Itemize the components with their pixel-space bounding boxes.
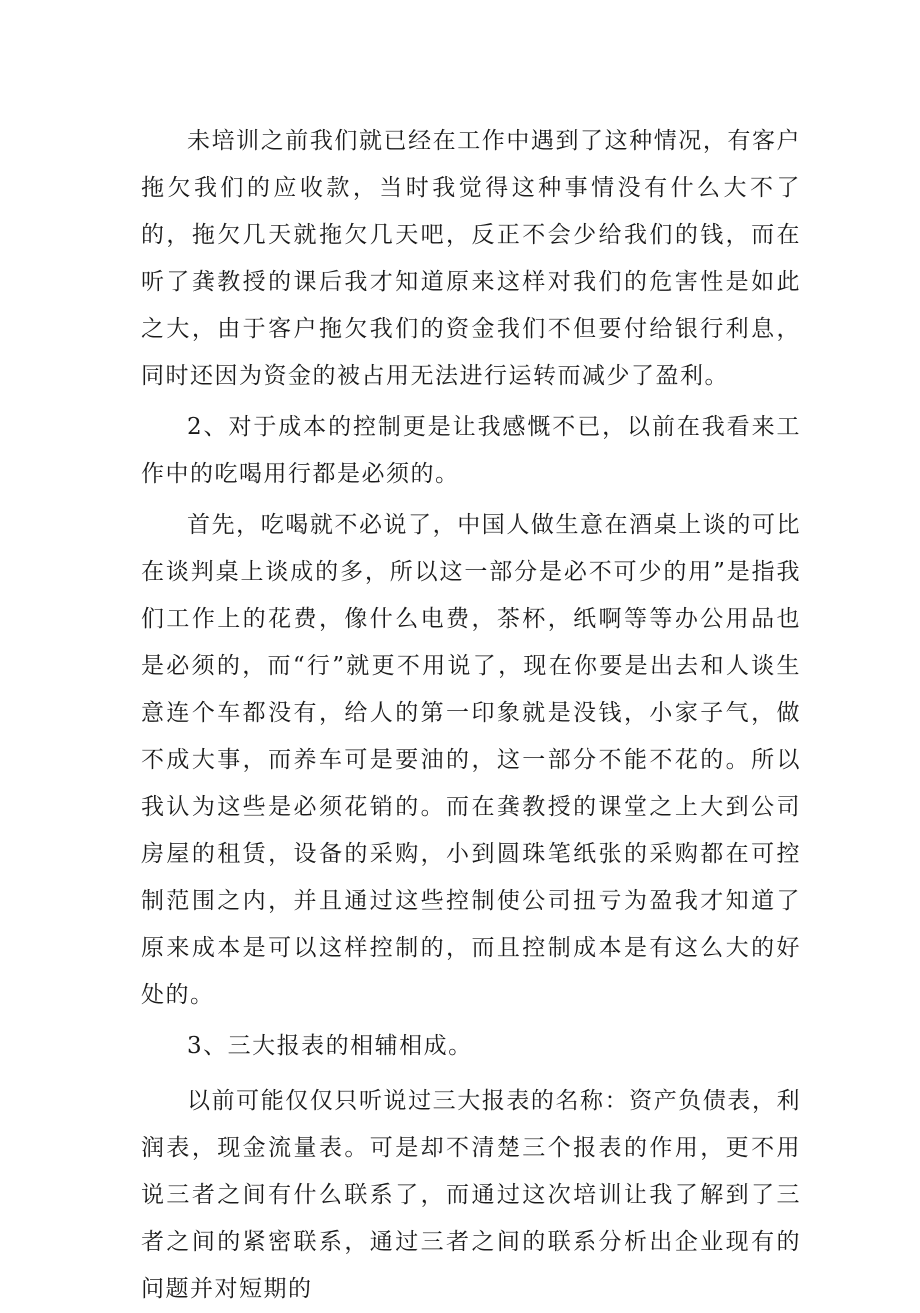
paragraph-receivables: 未培训之前我们就已经在工作中遇到了这种情况，有客户拖欠我们的应收款，当时我觉得这种事情没有什么大不了的，拖欠几天就拖欠几天吧，反正不会少给我们的钱，而在听了龚教授的课后我才知道原来这样对我们的危害性是如此之大，由于客户拖欠我们的资金我们不但要付给银行利息，同时还因为资金的被占用无法进行运转而减少了盈利。 [141, 128, 801, 389]
paragraph-cost-control-heading: 2、对于成本的控制更是让我感慨不已，以前在我看来工作中的吃喝用行都是必须的。 [141, 414, 801, 487]
paragraph-three-statements-body: 以前可能仅仅只听说过三大报表的名称：资产负债表，利润表，现金流量表。可是却不清楚三个报表的作用，更不用说三者之间有什么联系了，而通过这次培训让我了解到了三者之间的紧密联系，通过三者之间的联系分析出企业现有的问题并对短期的 [141, 1088, 801, 1302]
paragraph-three-statements-heading: 3、三大报表的相辅相成。 [187, 1033, 473, 1059]
document-body [141, 118, 801, 1313]
paragraph-cost-control-body: 首先，吃喝就不必说了，中国人做生意在酒桌上谈的可比在谈判桌上谈成的多，所以这一部分是必不可少的用”是指我们工作上的花费，像什么电费，茶杯，纸啊等等办公用品也是必须的，而“行”就更不用说了，现在你要是出去和人谈生意连个车都没有，给人的第一印象就是没钱，小家子气，做不成大事，而养车可是要油的，这一部分不能不花的。所以我认为这些是必须花销的。而在龚教授的课堂之上大到公司房屋的租赁，设备的采购，小到圆珠笔纸张的采购都在可控制范围之内，并且通过这些控制使公司扭亏为盈我才知道了原来成本是可以这样控制的，而且控制成本是有这么大的好处的。 [141, 512, 801, 1008]
